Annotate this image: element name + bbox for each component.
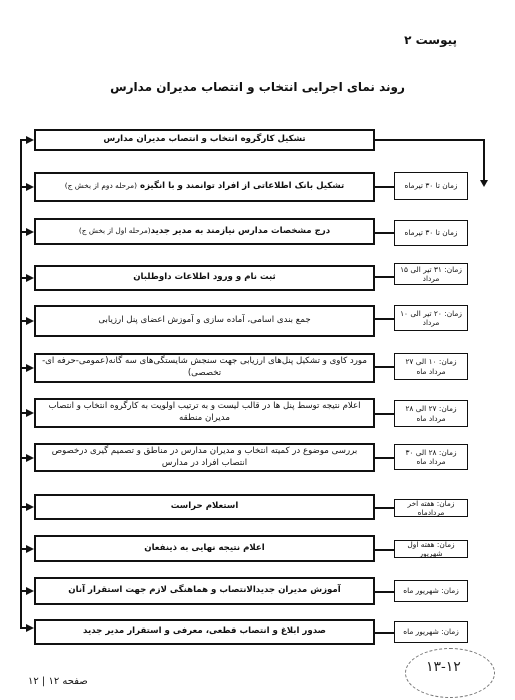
- arrow-head-8: [26, 454, 34, 462]
- arrow-head-6: [26, 364, 34, 372]
- step-box-10: [34, 535, 375, 562]
- step-11-text: آموزش مدیران جدیدالانتصاب و هماهنگی لازم جهت استقرار آنان: [68, 585, 341, 596]
- time-link-11: [375, 591, 394, 593]
- handwritten-number: ۱۳-۱۲: [426, 659, 461, 675]
- time-box-9: زمان: هفته آخر مردادماه: [394, 499, 468, 517]
- step-3-text: درج مشخصات مدارس نیازمند به مدیر جدید: [150, 225, 331, 236]
- time-link-10: [375, 549, 394, 551]
- document-heading: روند نمای اجرایی انتخاب و انتصاب مدیران مدارس: [110, 80, 405, 94]
- right-down-connector: [483, 139, 485, 181]
- arrow-head-10: [26, 545, 34, 553]
- time-link-6: [375, 366, 394, 368]
- time-link-8: [375, 457, 394, 459]
- step-5-text: جمع بندی اسامی، آماده سازی و آموزش اعضای پنل ارزیابی: [98, 315, 311, 326]
- step-2-note: (مرحله دوم از بخش ج): [64, 181, 138, 191]
- time-box-8: زمان: ۲۸ الی ۳۰ مرداد ماه: [394, 444, 468, 470]
- step-3-note: (مرحله اول از بخش ج): [78, 225, 151, 235]
- page-number: صفحه ۱۲ | ۱۲: [28, 676, 88, 687]
- page-title: پیوست ۲: [404, 33, 457, 47]
- arrow-head-11: [26, 587, 34, 595]
- time-box-11: زمان: شهریور ماه: [394, 580, 468, 602]
- arrow-head-7: [26, 409, 34, 417]
- step-box-8: [34, 443, 375, 472]
- step-1-text: تشکیل کارگروه انتخاب و انتصاب مدیران مدارس: [103, 134, 306, 145]
- time-link-7: [375, 413, 394, 415]
- right-down-arrowhead: [480, 180, 488, 187]
- step-9-text: استعلام حراست: [170, 501, 239, 512]
- arrow-head-1: [26, 136, 34, 144]
- time-box-6: زمان: ۱۰ الی ۲۷ مرداد ماه: [394, 353, 468, 380]
- time-box-3: زمان تا ۳۰ تیرماه: [394, 220, 468, 246]
- step-4-text: ثبت نام و ورود اطلاعات داوطلبان: [133, 272, 276, 283]
- time-box-7: زمان: ۲۷ الی ۲۸ مرداد ماه: [394, 400, 468, 427]
- step-10-text: اعلام نتیجه نهایی به ذینفعان: [144, 542, 265, 553]
- time-link-4: [375, 276, 394, 278]
- time-link-9: [375, 507, 394, 509]
- step-box-1: [34, 129, 375, 151]
- time-link-2: [375, 186, 394, 188]
- arrow-head-4: [26, 274, 34, 282]
- step-12-text: صدور ابلاغ و انتصاب قطعی، معرفی و استقرار مدیر جدید: [83, 626, 326, 637]
- step-box-7: [34, 398, 375, 428]
- time-box-2: زمان تا ۳۰ تیرماه: [394, 172, 468, 200]
- step-box-4: [34, 265, 375, 291]
- step-box-2: [34, 172, 375, 202]
- step-box-6: [34, 353, 375, 383]
- step-6-text: مورد کاوی و تشکیل پنل‌های ارزیابی جهت سنجش شایستگی‌های سه گانه(عمومی-حرفه ای- تخصصی): [42, 356, 367, 378]
- time-box-12: زمان: شهریور ماه: [394, 621, 468, 643]
- arrow-head-5: [26, 317, 34, 325]
- time-box-10: زمان: هفته اول شهریور: [394, 540, 468, 558]
- step-7-text: اعلام نتیجه توسط پنل ها در قالب لیست و به ترتیب اولویت به کارگروه انتخاب و انتصاب مدیران منطقه: [48, 401, 361, 423]
- time-link-3: [375, 232, 394, 234]
- arrow-head-9: [26, 503, 34, 511]
- time-box-5: زمان: ۲۰ تیر الی ۱۰ مرداد: [394, 305, 468, 331]
- time-box-4: زمان: ۳۱ تیر الی ۱۵ مرداد: [394, 263, 468, 285]
- arrow-head-3: [26, 228, 34, 236]
- step-box-9: [34, 494, 375, 520]
- flow-spine: [20, 139, 22, 628]
- time-link-12: [375, 632, 394, 634]
- step-box-5: [34, 305, 375, 337]
- step-8-text: بررسی موضوع در کمیته انتخاب و مدیران مدارس در مناطق و تصمیم گیری درخصوص انتصاب افراد در مدارس: [51, 445, 358, 468]
- time-link-5: [375, 318, 394, 320]
- step-2-text: تشکیل بانک اطلاعاتی از افراد توانمند و با انگیزه: [140, 181, 345, 192]
- arrow-head-12: [26, 624, 34, 632]
- right-top-connector: [375, 139, 483, 141]
- step-box-11: [34, 577, 375, 605]
- step-box-12: [34, 619, 375, 645]
- step-box-3: [34, 218, 375, 245]
- arrow-head-2: [26, 183, 34, 191]
